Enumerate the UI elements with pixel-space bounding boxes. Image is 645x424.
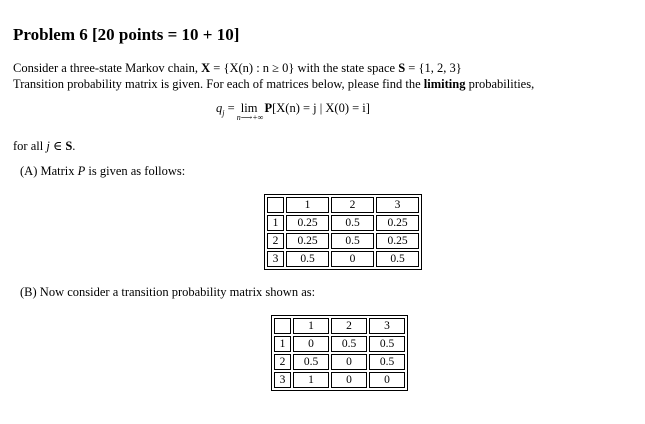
- eq-equals: =: [224, 101, 238, 115]
- matrix-a-col-header: 1: [286, 197, 329, 213]
- matrix-b-col-header: 2: [331, 318, 367, 334]
- matrix-b-row-header: 3: [274, 372, 291, 388]
- part-a-label: [20, 164, 185, 179]
- state-space-symbol: S: [398, 61, 406, 75]
- state-space-definition: = {1, 2, 3}: [405, 61, 462, 75]
- limiting-probability-equation: [216, 101, 370, 122]
- forall-j: j: [46, 139, 50, 153]
- matrix-b-row-header: 2: [274, 354, 291, 370]
- eq-prob-symbol: P: [264, 101, 273, 115]
- matrix-b-col-header: 3: [369, 318, 405, 334]
- chain-symbol: X: [201, 61, 211, 75]
- part-a-matrix-symbol: P: [77, 164, 86, 178]
- matrix-b-row-header: 1: [274, 336, 291, 352]
- matrix-a-cell: 0: [331, 251, 374, 267]
- matrix-a-cell: 0.5: [331, 233, 374, 249]
- matrix-b-cell: 0.5: [369, 354, 405, 370]
- matrix-b-cell: 0.5: [331, 336, 367, 352]
- matrix-b-cell: 0: [369, 372, 405, 388]
- intro-text-2: Transition probability matrix is given. For each of matrices below, please find the: [13, 77, 424, 91]
- eq-q-subscript: j: [222, 108, 225, 118]
- matrix-a-cell: 0.5: [286, 251, 329, 267]
- matrix-a-cell: 0.25: [286, 233, 329, 249]
- matrix-a-header-row: [267, 197, 419, 213]
- matrix-a-row-header: 2: [267, 233, 284, 249]
- eq-q: q: [216, 101, 223, 115]
- matrix-a-cell: 0.5: [376, 251, 419, 267]
- eq-condition: [X(n) = j | X(0) = i]: [272, 101, 370, 115]
- eq-lim-text: lim: [240, 101, 258, 115]
- matrix-b-row: [274, 354, 405, 370]
- matrix-a-col-header: 3: [376, 197, 419, 213]
- eq-lim-subscript: n⟶+∞: [236, 113, 264, 122]
- intro-line-1: [13, 60, 462, 76]
- part-b-label: (B) Now consider a transition probability matrix shown as:: [20, 285, 316, 299]
- matrix-a-cell: 0.25: [376, 215, 419, 231]
- part-a-text: (A) Matrix: [20, 164, 78, 178]
- matrix-a-row: [267, 233, 419, 249]
- matrix-a-row-header: 3: [267, 251, 284, 267]
- matrix-a-cell: 0.5: [331, 215, 374, 231]
- matrix-b-cell: 0.5: [369, 336, 405, 352]
- forall-in: ∈: [49, 139, 66, 153]
- intro-text-2-end: probabilities,: [465, 77, 535, 91]
- matrix-b-corner: [274, 318, 291, 334]
- intro-text: Consider a three-state Markov chain,: [13, 61, 202, 75]
- part-a-text-end: is given as follows:: [85, 164, 186, 178]
- forall-text: for all: [13, 139, 47, 153]
- limiting-keyword: limiting: [423, 77, 466, 91]
- matrix-b-cell: 0.5: [293, 354, 329, 370]
- matrix-a-col-header: 2: [331, 197, 374, 213]
- problem-title: Problem 6 [20 points = 10 + 10]: [13, 25, 240, 44]
- eq-limit: [236, 101, 264, 122]
- matrix-b-cell: 0: [331, 354, 367, 370]
- matrix-a-cell: 0.25: [286, 215, 329, 231]
- matrix-b-header-row: [274, 318, 405, 334]
- chain-definition: = {X(n) : n ≥ 0} with the state space: [210, 61, 399, 75]
- intro-line-2: [13, 76, 534, 92]
- matrix-a-row: [267, 251, 419, 267]
- forall-line: [13, 138, 75, 154]
- matrix-b-row: [274, 336, 405, 352]
- matrix-a-table: [264, 194, 422, 270]
- matrix-a-corner: [267, 197, 284, 213]
- matrix-b-cell: 0: [293, 336, 329, 352]
- matrix-b-cell: 1: [293, 372, 329, 388]
- matrix-b-row: [274, 372, 405, 388]
- matrix-b-col-header: 1: [293, 318, 329, 334]
- matrix-a-row-header: 1: [267, 215, 284, 231]
- matrix-b-cell: 0: [331, 372, 367, 388]
- forall-S: S: [65, 139, 73, 153]
- matrix-a-cell: 0.25: [376, 233, 419, 249]
- matrix-a-row: [267, 215, 419, 231]
- matrix-b-table: [271, 315, 408, 391]
- forall-end: .: [72, 139, 76, 153]
